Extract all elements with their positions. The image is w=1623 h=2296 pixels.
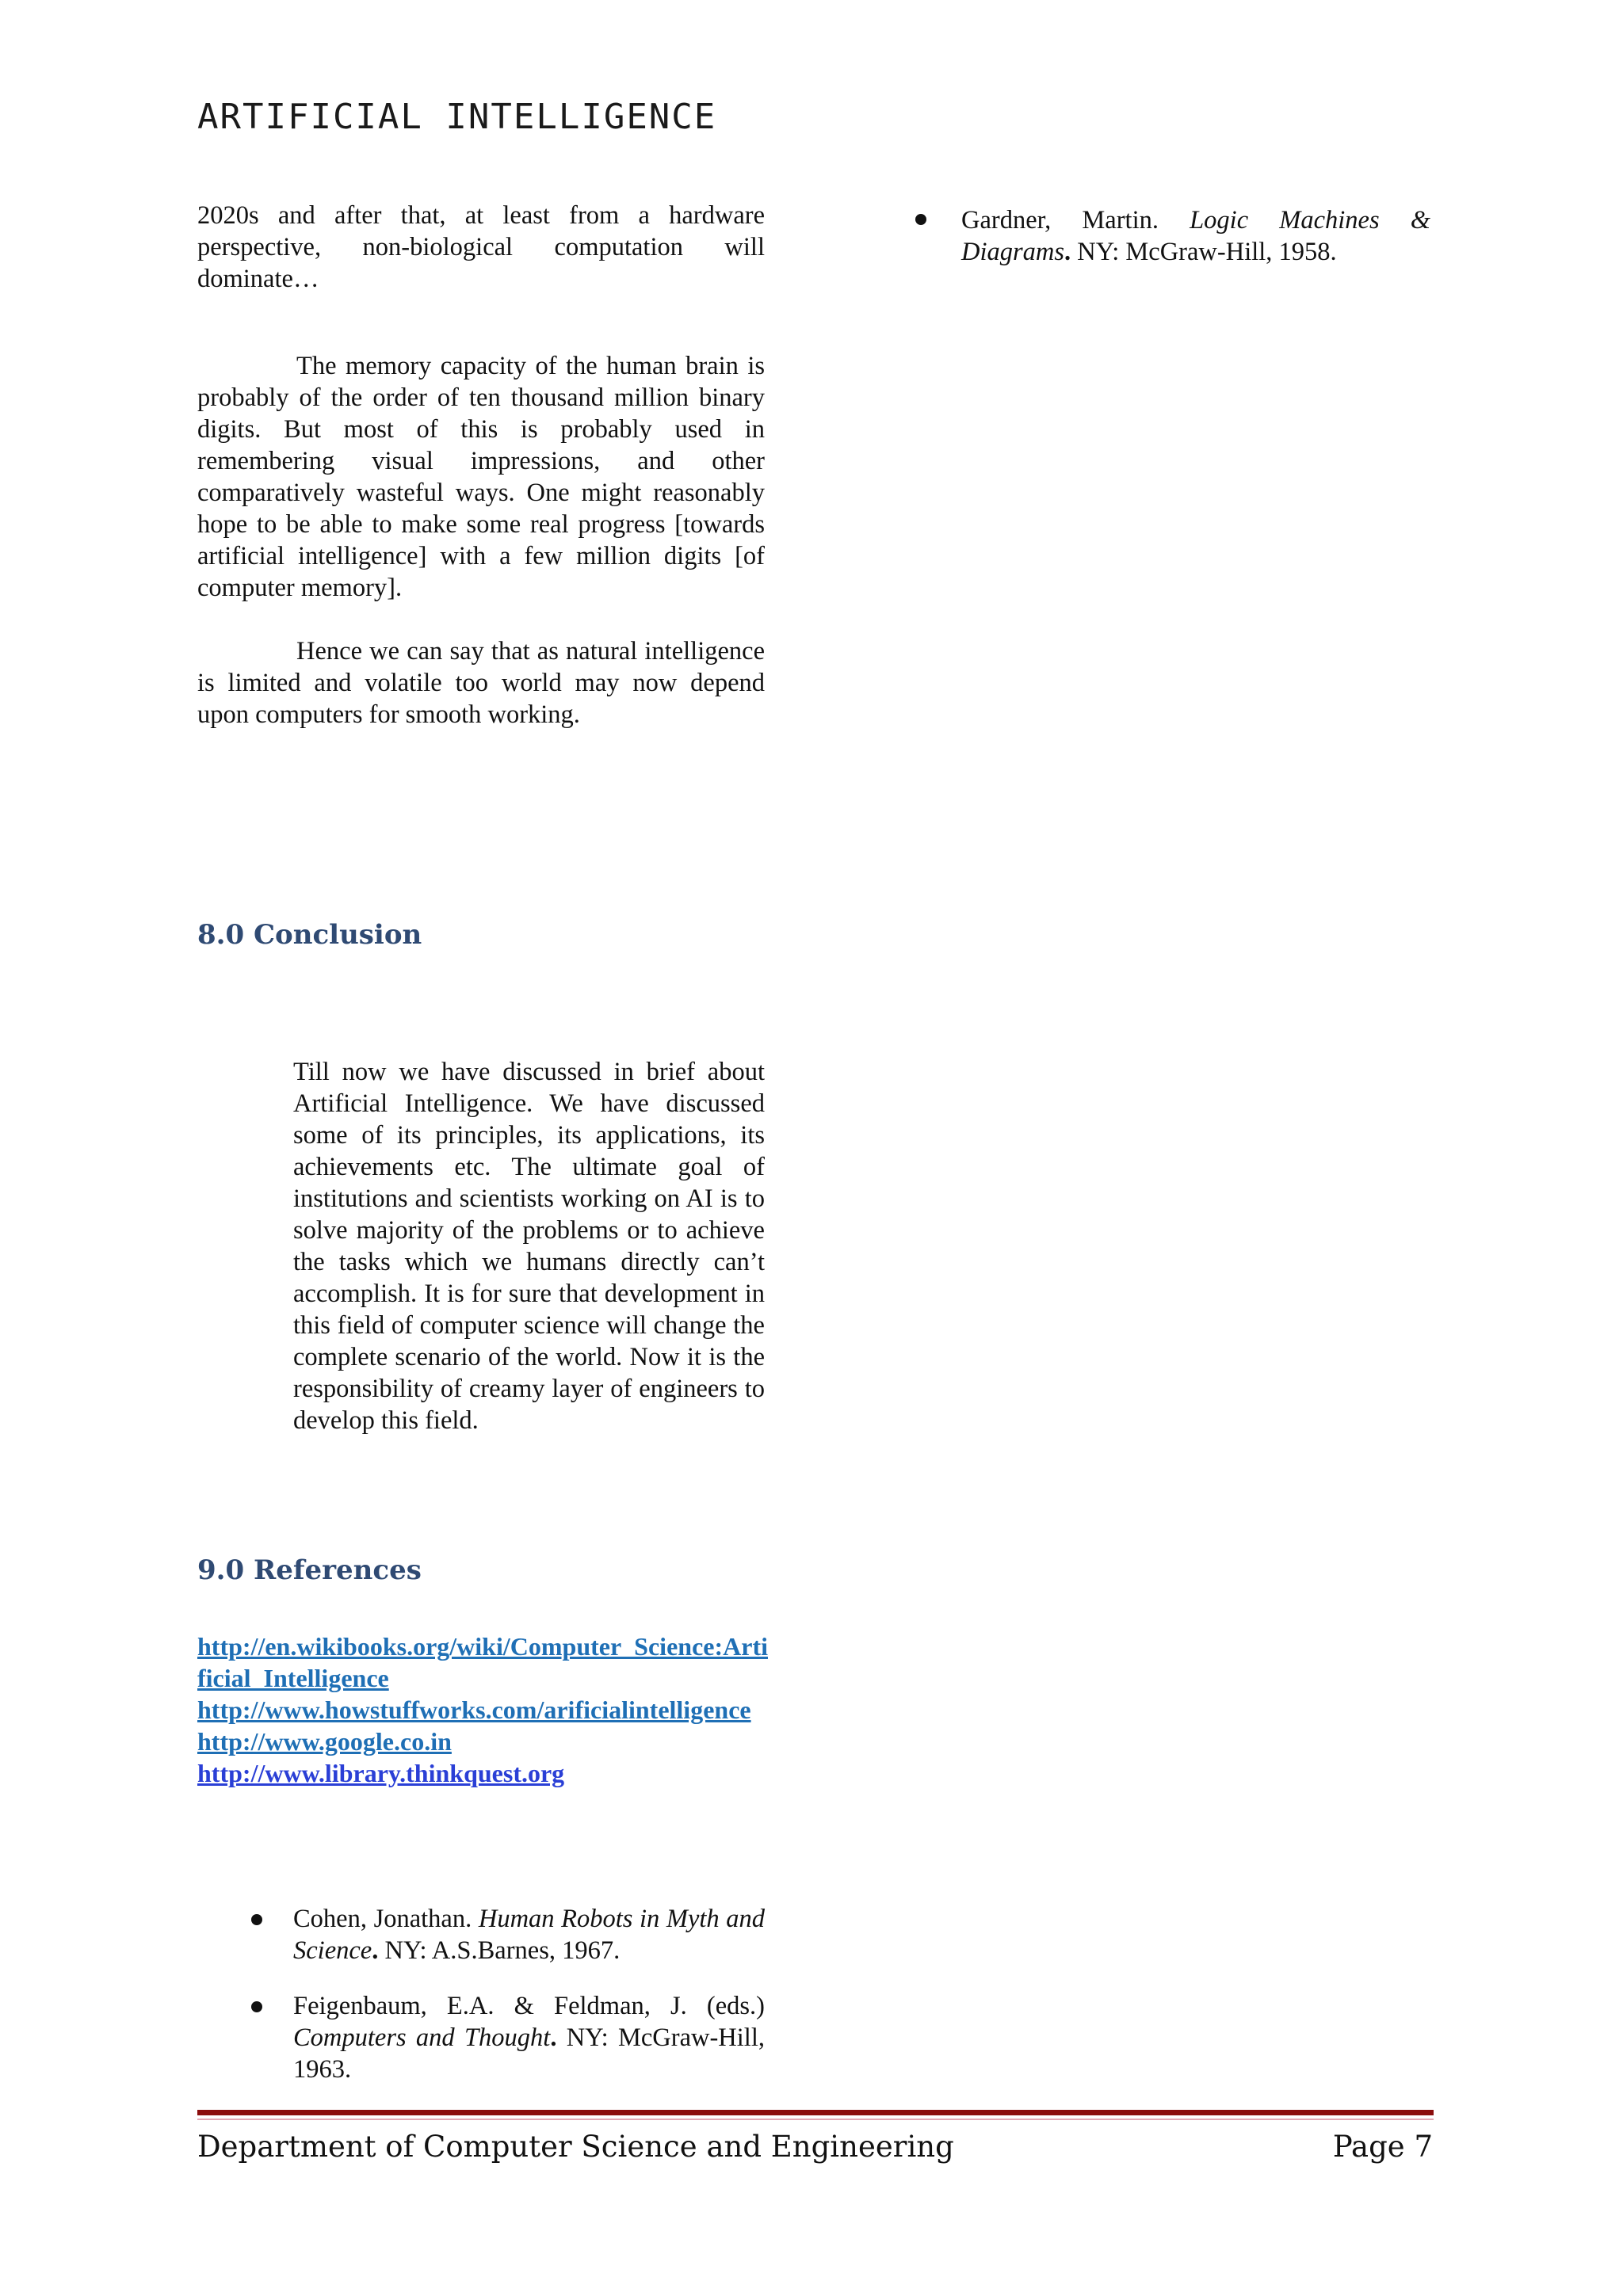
bullet-icon bbox=[915, 214, 926, 225]
footer-rule-thin bbox=[197, 2119, 1434, 2120]
left-column bbox=[197, 200, 765, 295]
reference-link-wikibooks[interactable]: http://en.wikibooks.org/wiki/Computer_Science:Artificial_Intelligence bbox=[197, 1632, 768, 1692]
footer-department: Department of Computer Science and Engineering bbox=[197, 2130, 954, 2164]
reference-link-google[interactable]: http://www.google.co.in bbox=[197, 1727, 452, 1756]
bibliography-entry: Cohen, Jonathan. Human Robots in Myth and Science. NY: A.S.Barnes, 1967. bbox=[293, 1905, 766, 1965]
reference-link-howstuffworks[interactable]: http://www.howstuffworks.com/arificialintelligence bbox=[197, 1695, 751, 1724]
paragraph-hardware: 2020s and after that, at least from a hardware perspective, non-biological computation will dominate… bbox=[197, 201, 765, 293]
bibliography-item bbox=[293, 1990, 765, 2085]
reference-link-thinkquest[interactable]: http://www.library.thinkquest.org bbox=[197, 1759, 565, 1787]
left-column-memory bbox=[197, 350, 765, 604]
reference-links bbox=[197, 1630, 768, 1789]
footer-rule bbox=[197, 2110, 1434, 2115]
bibliography-right bbox=[961, 204, 1430, 268]
running-header: ARTIFICIAL INTELLIGENCE bbox=[197, 97, 717, 137]
conclusion-heading: 8.0 Conclusion bbox=[197, 919, 422, 951]
bibliography-item bbox=[293, 1903, 765, 1966]
bibliography-left bbox=[293, 1903, 765, 2085]
bibliography-entry: Feigenbaum, E.A. & Feldman, J. (eds.) Computers and Thought. NY: McGraw-Hill, 1963. bbox=[293, 1992, 765, 2084]
bullet-icon bbox=[251, 2001, 262, 2012]
conclusion-text: Till now we have discussed in brief about Artificial Intelligence. We have discussed some of its principles, its applications, its achievements etc. The ultimate goal of institutions and scientists working on AI is to solve majority of the problems or to achieve the tasks which we humans directly can’t accomplish. It is for sure that development in this field of computer science will change the complete scenario of the world. Now it is the responsibility of creamy layer of engineers to develop this field. bbox=[293, 1058, 765, 1435]
bibliography-item bbox=[961, 204, 1430, 268]
paragraph-memory: The memory capacity of the human brain is probably of the order of ten thousand million binary digits. But most of this is probably used in remembering visual impressions, and other comparatively wasteful ways. One might reasonably hope to be able to make some real progress [towards artificial intelligence] with a few million digits [of computer memory]. bbox=[197, 352, 765, 602]
references-heading: 9.0 References bbox=[197, 1554, 422, 1586]
conclusion-block bbox=[293, 1056, 765, 1436]
bibliography-entry: Gardner, Martin. Logic Machines & Diagrams. NY: McGraw-Hill, 1958. bbox=[961, 206, 1430, 266]
left-column-hence bbox=[197, 635, 765, 730]
paragraph-hence: Hence we can say that as natural intelligence is limited and volatile too world may now depend upon computers for smooth working. bbox=[197, 637, 765, 729]
bullet-icon bbox=[251, 1914, 262, 1925]
page-number: Page 7 bbox=[1332, 2130, 1433, 2164]
